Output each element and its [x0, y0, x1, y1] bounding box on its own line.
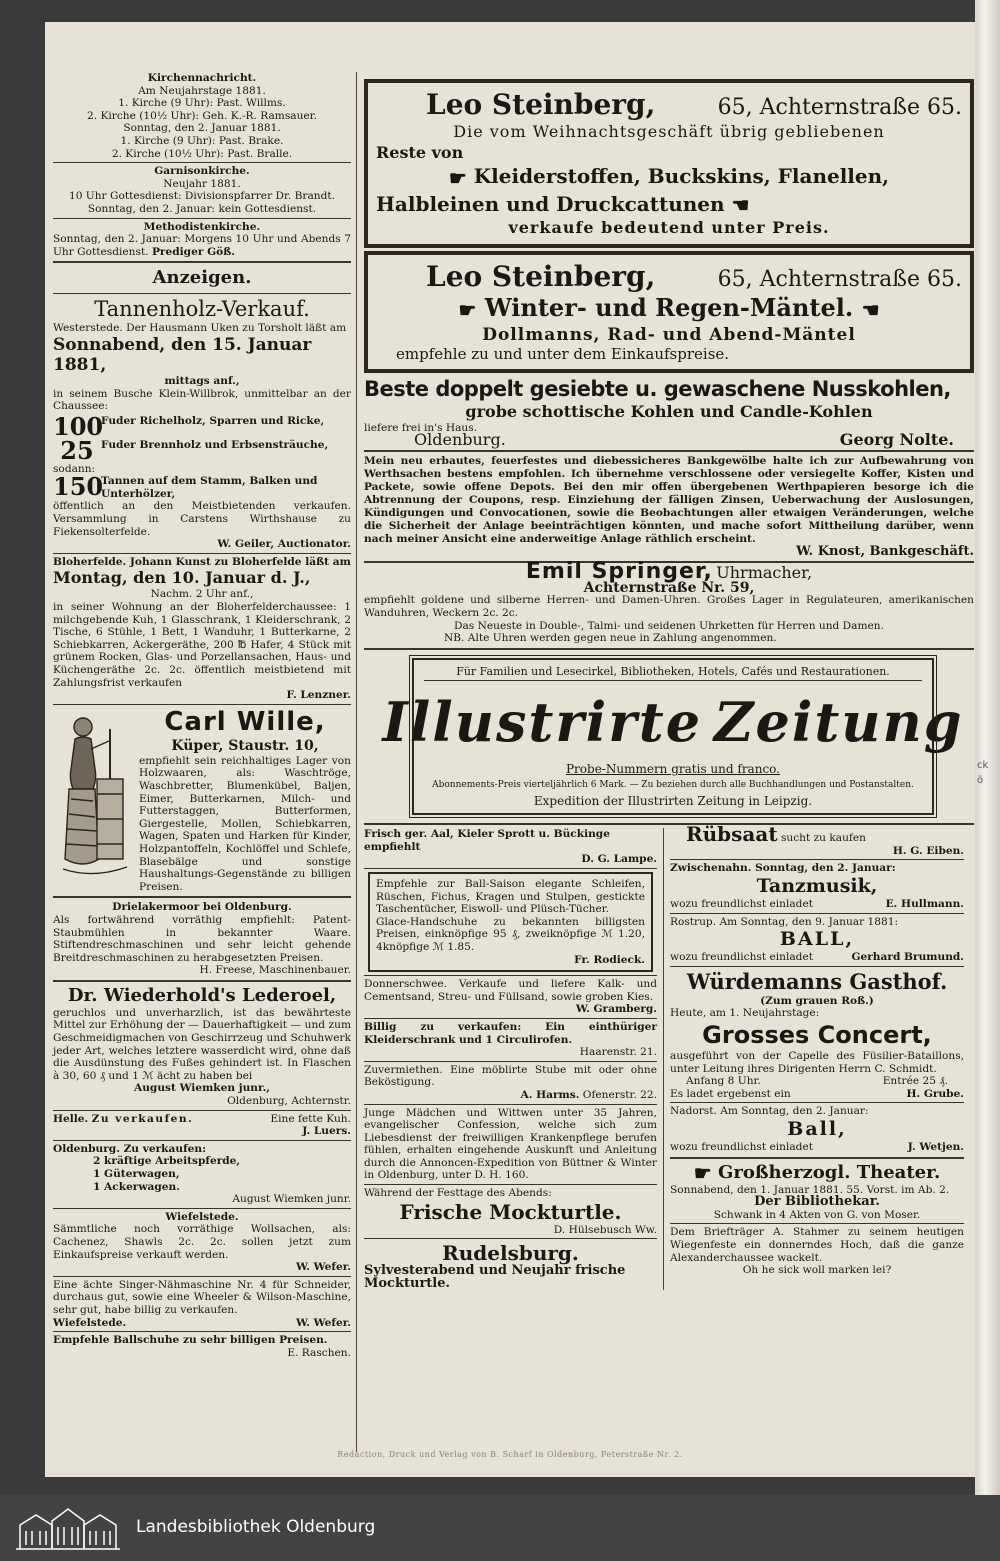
signature: E. Hullmann.: [885, 898, 964, 910]
rodieck-ad: [368, 872, 653, 972]
kleiderschrank-ad: [364, 1021, 657, 1059]
ad-title: Carl Wille,: [164, 706, 326, 737]
ad-text: Heute, am 1. Neujahrstage:: [670, 1007, 820, 1020]
quantity: 100: [53, 411, 104, 441]
text-line: 2. Kirche (10½ Uhr): Geh. K.-R. Ramsauer.: [87, 109, 317, 122]
date-line: Am Neujahrstage 1881.: [138, 84, 266, 97]
imprint-footer: Redaction, Druck und Verlag von B. Scharf in Oldenburg, Peterstraße Nr. 2.: [337, 1450, 683, 1459]
leo-steinberg-reste-ad: [364, 79, 974, 248]
ad-text: Sonnabend, den 1. Januar 1881. 55. Vorst. im Ab. 2.: [670, 1183, 950, 1196]
ad-text: Mein neu erbautes, feuerfestes und diebessicheres Bankgewölbe halte ich zur Aufbewahrung von Werthsachen bestens empfohlen. Ich übernehme verschlossene oder versiegelte Koffer, Kisten und Packete, sowie offene Depots. Bei den mir offen übergebenen Werthpapieren besorge ich die Abtrennung der Coupons, resp. Einziehung der fälligen Zinsen, Ueberwachung der Auslosungen, Kündigungen und Convocationen, sowie die Beobachtungen aller etwaigen Veränderungen, welche die Sicherheit der Anlage beeinträchtigen könnten, und mache sofort Mittheilung darüber, wenn nach meiner Ansicht eine anderweitige Anlage räthlich erscheint.: [364, 454, 974, 545]
ad-title: Drielakermoor bei Oldenburg.: [112, 901, 292, 914]
ad-text: Frisch ger. Aal, Kieler Sprott u. Bückinge empfiehlt: [364, 828, 610, 853]
ad-title: Wiefelstede.: [165, 1210, 239, 1223]
theater-ad: [670, 1162, 964, 1222]
text-line: Neujahr 1881.: [163, 177, 241, 190]
ad-text: sodann:: [53, 462, 96, 475]
ad-text: Es ladet ergebenst ein: [670, 1087, 791, 1100]
ad-time: Nachm. 2 Uhr anf.,: [150, 588, 254, 601]
signature: W. Geiler, Auctionator.: [217, 538, 351, 551]
masthead-title: Zeitung: [714, 690, 964, 755]
place: Helle.: [53, 1112, 89, 1125]
woman-churning-butter-illustration: [53, 709, 133, 889]
address: Ofenerstr. 22.: [582, 1088, 657, 1101]
signature: W. Knost, Bankgeschäft.: [796, 543, 974, 559]
ad-text: NB. Alte Uhren werden gegen neue in Zahlung angenommen.: [444, 632, 777, 645]
signature: A. Harms.: [520, 1088, 580, 1101]
kunst-auction-ad: [53, 556, 351, 702]
pointing-hand-icon: ☛: [448, 165, 467, 190]
library-banner: [0, 1495, 1000, 1561]
address: 65, Achternstraße 65.: [717, 267, 962, 292]
ad-title: Leo Steinberg,: [426, 88, 656, 121]
ad-text: Für Familien und Lesecirkel, Bibliotheken, Hotels, Cafés und Restaurationen.: [456, 664, 890, 678]
kirchennachricht: [53, 72, 351, 160]
ad-title: Frische Mockturtle.: [399, 1199, 622, 1224]
signature: D. Hülsebusch Ww.: [553, 1223, 657, 1236]
wuerdemann-concert-ad: [670, 969, 964, 1101]
pointing-hand-icon: ☚: [731, 193, 750, 217]
wetjen-ball-ad: [670, 1105, 964, 1153]
ad-text: empfehle zu und unter dem Einkaufspreise.: [396, 344, 730, 363]
signature: E. Raschen.: [287, 1346, 351, 1359]
signature: Gerhard Brumund.: [851, 951, 964, 964]
harms-ad: [364, 1064, 657, 1102]
text-line: 1. Kirche (9 Uhr): Past. Brake.: [120, 134, 284, 147]
nolte-kohlen-ad: [364, 376, 974, 450]
signature: August Wiemken junr.: [232, 1193, 351, 1206]
ad-text: empfiehlt sein reichhaltiges Lager von Holzwaaren, als: Waschtröge, Waschbretter, Blumenkübel, Baljen, Eimer, Butterkarnen, Milch- und Futterstaggen, Butterformen, Giergestelle, Mollen, Schiebkarren, Wagen, Spaten und Harken für Kinder, Holzpantoffeln, Kochlöffel und Schlefe, Blasebälge und sonstige Haushaltungs-Gegenstände zu billigen Preisen.: [139, 754, 351, 893]
address: Oldenburg, Achternstr.: [227, 1095, 351, 1108]
section-title: Garnisonkirche.: [154, 165, 250, 178]
right-bottom-right: [664, 822, 964, 1290]
ad-text: Reste von: [376, 143, 464, 162]
quantity: 25: [60, 435, 94, 465]
masthead-title: Illustrirte: [382, 690, 703, 755]
right-bottom-left: [364, 828, 664, 1290]
ad-text: grobe schottische Kohlen und Candle-Kohlen: [465, 401, 873, 421]
ad-text: Eine ächte Singer-Nähmaschine Nr. 4 für Schneider, durchaus gut, sowie eine Wheeler & Wilson-Maschine, sehr gut, habe billig zu verkaufen.: [53, 1278, 351, 1316]
ad-title: Tannenholz-Verkauf.: [94, 297, 310, 322]
ad-title: Würdemanns Gasthof.: [686, 968, 948, 994]
section-title: Kirchennachricht.: [147, 72, 257, 84]
ad-text: Zwischenahn. Sonntag, den 2. Januar:: [670, 862, 896, 875]
ad-time: mittags anf.,: [164, 374, 240, 387]
illustrirte-zeitung-ad: [382, 658, 964, 815]
ad-text: Empfehle zur Ball-Saison elegante Schleifen, Rüschen, Fichus, Kragen und Stulpen, gestickte Taschentücher, Eiswoll- und Plüsch-Tücher.: [376, 878, 645, 916]
text-line: Sonntag, den 2. Januar: kein Gottesdienst.: [87, 202, 317, 215]
text-line: 10 Uhr Gottesdienst: Divisionspfarrer Dr. Brandt.: [68, 190, 336, 203]
springer-uhrmacher-ad: [364, 559, 974, 645]
ad-text: Halbleinen und Druckcattunen: [376, 191, 725, 216]
ad-date: Sonnabend, den 15. Januar 1881,: [53, 334, 312, 375]
ad-text: öffentlich an den Meistbietenden verkaufen. Versammlung in Carstens Wirthshause zu Fiekensolterfelde.: [53, 500, 351, 538]
ad-text: sucht zu kaufen: [780, 832, 866, 845]
drielakermoor-ad: [53, 901, 351, 977]
item-text: Tannen auf dem Stamm, Balken und Unterhölzer,: [101, 475, 318, 500]
ad-subtitle: (Zum grauen Roß.): [760, 994, 874, 1007]
item-text: 1 Güterwagen,: [93, 1168, 180, 1180]
pointing-hand-icon: ☛: [693, 1160, 712, 1185]
ad-text: geruchlos und unverharzlich, ist das bewährteste Mittel zur Erhöhung der — Dauerhaftigkeit — und zum Geschmeidigmachen von Geschirrzeug und Schuhwerk jeder Art, welches letztere wasserdicht wird, ohne daß die Ausdünstung des Fußes gehindert ist. In Flaschen à 30, 60 ₰ und 1 ℳ ächt zu haben bei: [53, 1006, 351, 1082]
ad-text: Abonnements-Preis vierteljährlich 6 Mark. — Zu beziehen durch alle Buchhandlungen und Postanstalten.: [432, 780, 914, 791]
ad-text: Donnerschwee. Verkaufe und liefere Kalk- und Cementsand, Streu- und Füllsand, sowie groben Kies.: [364, 978, 657, 1003]
ad-text: Zuvermiethen. Eine möblirte Stube mit oder ohne Beköstigung.: [364, 1063, 657, 1089]
play-title: Der Bibliothekar.: [754, 1194, 880, 1210]
signature: Georg Nolte.: [839, 430, 954, 450]
signature: W. Wefer.: [296, 1316, 351, 1329]
signature: Fr. Rodieck.: [574, 953, 645, 966]
left-column: [53, 72, 351, 1359]
pferde-ad: [53, 1143, 351, 1206]
signature: W. Gramberg.: [575, 1003, 657, 1016]
knost-bank-ad: [364, 455, 974, 559]
ad-text: Oh he sick woll marken lei?: [742, 1264, 892, 1277]
ad-title: Grosses Concert,: [702, 1020, 932, 1049]
ad-text: wozu freundlichst einladet: [670, 951, 813, 964]
ad-text: empfiehlt goldene und silberne Herren- und Damen-Uhren. Großes Lager in Regulateuren, amerikanischen Wanduhren, Weckern 2c. 2c.: [364, 594, 974, 620]
ad-title: BALL,: [779, 928, 855, 951]
ad-text: Bloherfelde. Johann Kunst zu Bloherfelde läßt am: [53, 555, 351, 568]
signature: H. G. Eiben.: [892, 844, 964, 857]
ad-text: Dollmanns, Rad- und Abend-Mäntel: [482, 324, 856, 345]
right-bottom-columns: [364, 822, 974, 1291]
tannenholz-ad: [53, 296, 351, 551]
signature: H. Grube.: [906, 1087, 964, 1100]
item-text: 1 Ackerwagen.: [93, 1180, 180, 1193]
wollsachen-ad: [53, 1211, 351, 1274]
ad-text: Als fortwährend vorräthig empfiehlt: Patent-Staubmühlen in bekannter Waare. Stiftendreschmaschinen und sehr leicht gehende Breitdreschmaschinen zu herabgesetzten Preisen.: [53, 913, 351, 964]
ad-title: Emil Springer,: [525, 559, 713, 585]
address: Achternstraße Nr. 59,: [583, 579, 755, 596]
ad-text: Schwank in 4 Akten von G. von Moser.: [713, 1208, 921, 1221]
naehmaschine-ad: [53, 1279, 351, 1329]
library-name: Landesbibliothek Oldenburg: [136, 1517, 376, 1537]
ad-text: verkaufe bedeutend unter Preis.: [508, 218, 830, 237]
ad-title: Zu verkaufen.: [91, 1112, 194, 1125]
text-line: 1. Kirche (9 Uhr): Past. Willms.: [118, 97, 286, 110]
garnisonkirche: [53, 165, 351, 215]
ad-text: Billig zu verkaufen: Ein einthüriger Kleiderschrank und 1 Circulirofen.: [364, 1020, 657, 1046]
place: Wiefelstede.: [53, 1316, 127, 1329]
gramberg-ad: [364, 978, 657, 1016]
ad-text: in seiner Wohnung an der Bloherfelderchaussee: 1 milchgebende Kuh, 1 Glasschrank, 1 Kleiderschrank, 2 Tische, 6 Stühle, 1 Bett, 1 Wanduhr, 1 Butterkarne, 2 Schiebkarren, Ackergeräthe, 200 ℔ Hafer, 4 Stück mit grünem Rocken, Glas- und Porzellansachen, Haus- und Küchengeräthe 2c. 2c. öffentlich meistbietend mit Zahlungsfrist verkaufen: [53, 601, 351, 689]
ballschuhe-ad: [53, 1334, 351, 1359]
ad-text: Kleiderstoffen, Buckskins, Flanellen,: [473, 164, 890, 188]
ad-text: Sämmtliche noch vorräthige Wollsachen, als: Cachenez, Shawls 2c. 2c. sollen jetzt zum Einkaufspreise verkauft werden.: [53, 1223, 351, 1261]
ad-text: Eine fette Kuh.: [270, 1112, 351, 1125]
signature: August Wiemken junr.,: [134, 1082, 270, 1095]
mockturtle-ad: [364, 1187, 657, 1236]
signature: D. G. Lampe.: [581, 853, 657, 866]
signature: J. Wetjen.: [907, 1140, 964, 1153]
ad-text: wozu freundlichst einladet: [670, 1140, 813, 1153]
quantity: 150: [53, 472, 104, 502]
adjacent-page-edge: [975, 0, 1000, 1495]
edge-text: ck: [977, 760, 989, 771]
ad-text: Winter- und Regen-Mäntel.: [484, 293, 854, 322]
anzeigen-heading: Anzeigen.: [152, 267, 252, 289]
right-column: [364, 76, 974, 1290]
stahmer-greeting: [670, 1226, 964, 1276]
ad-title: Oldenburg. Zu verkaufen:: [53, 1142, 206, 1155]
krankenpflege-ad: Junge Mädchen und Wittwen unter 35 Jahren, evangelischer Confession, welche sich zum Liebesdienst der freiwilligen Krankenpflege berufen fühlen, erhalten eingehende Auskunft und Anleitung durch die Annoncen-Expedition von Büttner & Winter in Oldenburg, unter D. H. 160.: [364, 1106, 657, 1182]
date-line: Sonntag, den 2. Januar 1881.: [123, 122, 281, 135]
carl-wille-ad: [53, 707, 351, 894]
column-rule: [356, 72, 357, 1452]
text-line: Sonntag, den 2. Januar: Morgens 10 Uhr und Abends 7 Uhr Gottesdienst.: [53, 233, 351, 258]
signature: W. Wefer.: [296, 1261, 351, 1274]
library-building-logo: [14, 1507, 122, 1551]
ad-date: Montag, den 10. Januar d. J.,: [53, 568, 311, 588]
ad-title: Rudelsburg.: [442, 1241, 579, 1266]
methodistenkirche: [53, 221, 351, 259]
section-title: Methodistenkirche.: [143, 220, 261, 233]
ad-text: Expedition der Illustrirten Zeitung in Leipzig.: [533, 793, 813, 808]
lederoel-ad: [53, 985, 351, 1108]
ad-text: Nadorst. Am Sonntag, den 2. Januar:: [670, 1105, 869, 1118]
ad-text: ausgeführt von der Capelle des Füsilier-Bataillons, unter Leitung ihres Dirigenten Herrn C. Schmidt.: [670, 1049, 964, 1075]
rudelsburg-ad: [364, 1241, 657, 1290]
address: 65, Achternstraße 65.: [717, 95, 962, 120]
ad-text: Probe-Nummern gratis und franco.: [565, 762, 780, 777]
pointing-hand-icon: ☛: [458, 297, 477, 322]
ad-text: Anfang 8 Uhr.: [686, 1075, 761, 1088]
signature: J. Luers.: [302, 1125, 351, 1138]
ad-title: Leo Steinberg,: [426, 260, 656, 293]
edge-text: ö: [977, 775, 984, 786]
lampe-ad: [364, 828, 657, 866]
ad-text: Empfehle Ballschuhe zu sehr billigen Preisen.: [53, 1334, 328, 1347]
address: Haarenstr. 21.: [579, 1046, 657, 1059]
ad-subtitle: Küper, Staustr. 10,: [171, 737, 319, 754]
ad-title: Tanzmusik,: [756, 875, 878, 897]
ad-text: Entrée 25 ₰.: [882, 1075, 948, 1088]
ad-subtitle: Uhrmacher,: [716, 563, 813, 583]
ad-text: Rostrup. Am Sonntag, den 9. Januar 1881:: [670, 915, 899, 928]
ad-title: Rübsaat: [686, 822, 778, 847]
ad-text: liefere frei in's Haus.: [364, 421, 478, 434]
ad-text: Dem Briefträger A. Stahmer zu seinem heutigen Wiegenfeste ein donnerndes Hoch, daß die ganze Alexanderchaussee wackelt.: [670, 1226, 964, 1264]
kuh-ad: [53, 1113, 351, 1138]
leo-steinberg-maentel-ad: [364, 251, 974, 373]
item-text: Fuder Richelholz, Sparren und Ricke,: [101, 414, 325, 427]
ad-text: Glace-Handschuhe zu bekannten billigsten Preisen, einknöpfige 95 ₰, zweiknöpfige ℳ 1.20, 4knöpfige ℳ 1.85.: [376, 915, 645, 953]
item-text: 2 kräftige Arbeitspferde,: [93, 1155, 241, 1168]
ad-text: in seinem Busche Klein-Willbrok, unmittelbar an der Chaussee:: [53, 387, 351, 413]
tanzmusik-ad: [670, 862, 964, 910]
ad-title: Großherzogl. Theater.: [718, 1161, 941, 1183]
ad-title: Ball,: [787, 1117, 847, 1140]
ad-text: Während der Festtage des Abends:: [364, 1187, 552, 1200]
ad-text: Das Neueste in Double-, Talmi- und seidenen Uhrketten für Herren und Damen.: [453, 619, 884, 632]
ad-title: Beste doppelt gesiebte u. gewaschene Nusskohlen,: [364, 376, 951, 401]
brumund-ball-ad: [670, 916, 964, 964]
signature: H. Freese, Maschinenbauer.: [199, 964, 351, 977]
pointing-hand-icon: ☚: [861, 297, 880, 322]
ad-text: wozu freundlichst einladet: [670, 898, 813, 910]
place: Oldenburg.: [414, 430, 506, 450]
signature: Prediger Göß.: [151, 245, 235, 258]
text-line: 2. Kirche (10½ Uhr): Past. Bralle.: [111, 147, 293, 160]
item-text: Fuder Brennholz und Erbsensträuche,: [101, 438, 329, 451]
ad-text: Die vom Weihnachtsgeschäft übrig gebliebenen: [453, 122, 885, 141]
eiben-ad: [670, 822, 964, 857]
ad-title: Dr. Wiederhold's Lederoel,: [67, 984, 337, 1006]
ad-text: Westerstede. Der Hausmann Uken zu Torsholt läßt am: [53, 322, 347, 335]
ad-text: Sylvesterabend und Neujahr frische Mockturtle.: [364, 1263, 626, 1291]
signature: F. Lenzner.: [286, 689, 351, 702]
